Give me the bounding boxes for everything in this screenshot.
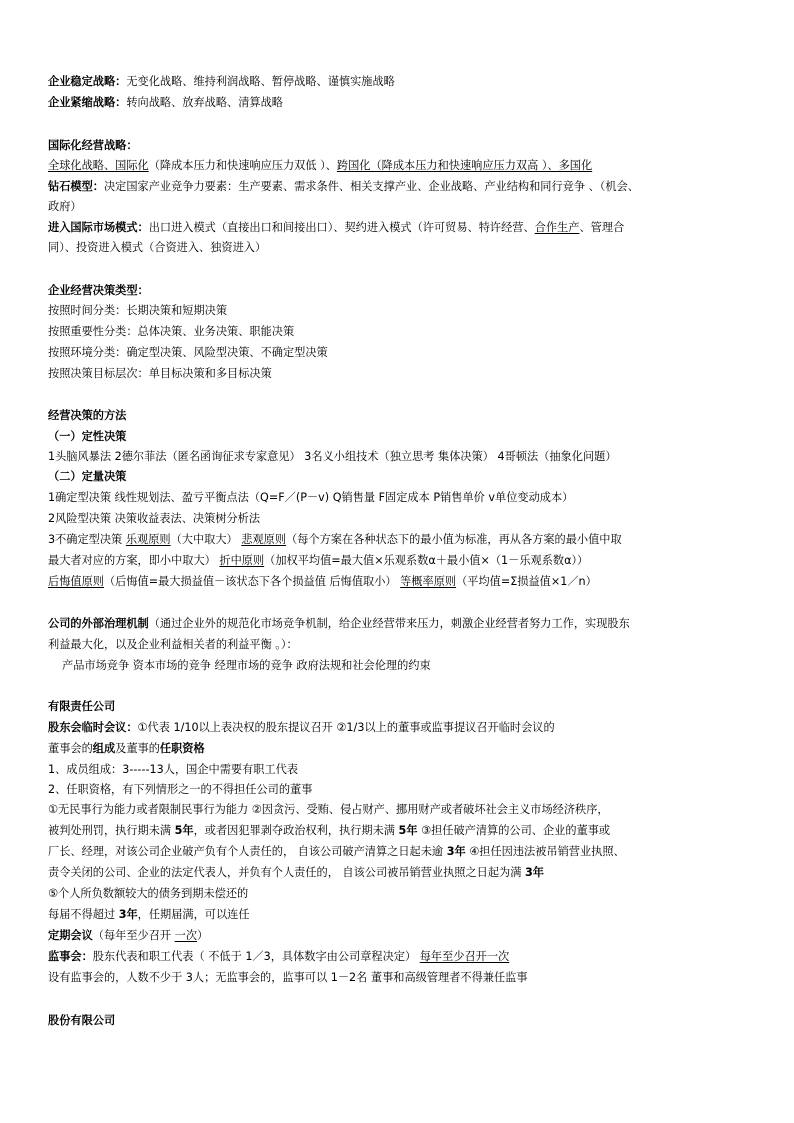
- dq2-years-a: 5年: [174, 824, 194, 837]
- dq3-text-a: 厂长、经理，对该公司企业破产负有个人责任的， 自该公司破产清算之日起未逾: [48, 845, 447, 858]
- dq3-text-b: ④担任因违法被吊销营业执照、: [465, 845, 625, 858]
- intl-strategy-heading: 国际化经营战略：: [48, 139, 138, 152]
- supervisory-board-line-2: 设有监事会的，人数不少于 3人；无监事会的，监事可以 1－2名 董事和高级管理者不得兼任监事: [48, 971, 528, 984]
- pessimistic-principle: 悲观原则: [241, 533, 287, 546]
- regret-note: （后悔值=最大损益值－该状态下各个损益值 后悔值取小）: [103, 575, 401, 588]
- board-text: 董事会的: [48, 742, 93, 755]
- regular-meeting-text: （每年至少召开: [92, 929, 175, 942]
- dq3-years: 3年: [446, 845, 466, 858]
- risk-decision-line: 2风险型决策 决策收益表法、决策树分析法: [48, 512, 261, 525]
- dq2-text-b: ，或者因犯罪剥夺政治权利，执行期未满: [193, 824, 399, 837]
- decision-types-heading: 企业经营决策类型：: [48, 284, 149, 297]
- intl-sep: 、: [325, 159, 337, 172]
- diamond-model-text: 决定国家产业竞争力要素：生产要素、需求条件、相关支撑产业、企业战略、产业结构和同行竞争 、（机会、: [103, 180, 639, 193]
- governance-text: （通过企业外的规范化市场竞争机制，给企业经营带来压力，刺激企业经营者努力工作，实现股东: [148, 617, 630, 630]
- optimistic-principle: 乐观原则: [125, 533, 171, 546]
- dq2-text-a: 被判处刑罚，执行期未满: [48, 824, 175, 837]
- supervisory-board-text: 股东代表和职工代表（ 不低于 1／3，具体数字由公司章程决定）: [92, 950, 420, 963]
- intl-global-note: （降成本压力和快速响应压力双低 ）: [148, 159, 326, 172]
- board-qualification-line: 2、任职资格，有下列情形之一的不得担任公司的董事: [48, 783, 313, 796]
- dq4-years: 3年: [525, 866, 544, 879]
- intl-transnational: 跨国化: [336, 159, 371, 172]
- regular-meeting-frequency: 一次: [174, 929, 198, 942]
- intl-global: 全球化战略、国际化: [48, 159, 149, 172]
- disqualification-2: [48, 821, 610, 841]
- regular-meeting-line: [48, 926, 208, 946]
- regret-line: [48, 572, 597, 592]
- decision-type-item: 按照环境分类：确定型决策、风险型决策、不确定型决策: [48, 346, 328, 359]
- equal-probability-principle: 等概率原则: [400, 575, 457, 588]
- pessimistic-note: （每个方案在各种状态下的最小值为标准，再从各方案的最小值中取: [286, 533, 622, 546]
- governance-label: 公司的外部治理机制: [48, 617, 149, 630]
- market-entry-line-2: 同）、投资进入模式（合资进入、独资进入）: [48, 241, 267, 254]
- quantitative-heading: （二）定量决策: [48, 470, 127, 483]
- decision-type-item: 按照决策目标层次：单目标决策和多目标决策: [48, 367, 272, 380]
- disqualification-1: ①无民事行为能力或者限制民事行为能力 ②因贪污、受贿、侵占财产、挪用财产或者破坏社会主义市场经济秩序，: [48, 803, 609, 816]
- contraction-strategy-line: [48, 93, 283, 113]
- equal-probability-note: （平均值=Σ损益值×1／n）: [456, 575, 597, 588]
- compromise-note: （加权平均值=最大值×乐观系数α＋最小值×（1－乐观系数α））: [264, 554, 589, 567]
- diamond-model-label: 钻石模型：: [48, 180, 104, 193]
- supervisory-board-label: 监事会：: [48, 950, 93, 963]
- market-entry-label: 进入国际市场模式：: [48, 221, 149, 234]
- governance-line-2: 利益最大化，以及企业利益相关者的利益平衡 。）：: [48, 638, 298, 651]
- uncertain-label: 3不确定型决策: [48, 533, 126, 546]
- governance-mechanisms: 产品市场竞争 资本市场的竞争 经理市场的竞争 政府法规和社会伦理的约束: [62, 659, 431, 672]
- diamond-model-line-2: 政府）: [48, 200, 82, 213]
- term-text-a: 每届不得超过: [48, 908, 119, 921]
- term-line: [48, 905, 250, 925]
- uncertain-decision-line: [48, 530, 622, 550]
- regret-principle: 后悔值原则: [48, 575, 104, 588]
- supervisory-board-frequency: 每年至少召开一次: [419, 950, 510, 963]
- board-qualification: 任职资格: [159, 742, 205, 755]
- dq4-text: 责令关闭的公司、企业的法定代表人，并负有个人责任的， 自该公司被吊销营业执照之日起为满: [48, 866, 525, 879]
- term-years: 3年: [118, 908, 138, 921]
- contraction-strategy-label: 企业紧缩战略：: [48, 96, 127, 109]
- board-heading: [48, 739, 205, 759]
- disqualification-5: ⑤个人所负数额较大的债务到期未偿还的: [48, 887, 249, 900]
- joint-stock-heading: 股份有限公司: [48, 1014, 116, 1027]
- stable-strategy-label: 企业稳定战略：: [48, 75, 127, 88]
- regular-meeting-label: 定期会议: [48, 929, 93, 942]
- stable-strategy-text: 无变化战略、维持利润战略、暂停战略、谨慎实施战略: [126, 75, 395, 88]
- market-entry-text: 出口进入模式（直接出口和间接出口）、契约进入模式（许可贸易、特许经营、: [148, 221, 535, 234]
- board-members-line: 1、成员组成：3-----13人，国企中需要有职工代表: [48, 763, 299, 776]
- board-composition: 组成: [92, 742, 116, 755]
- dq2-text-c: ③担任破产清算的公司、企业的董事或: [417, 824, 611, 837]
- governance-line: [48, 614, 630, 634]
- compromise-line: [48, 551, 588, 571]
- diamond-model-line: [48, 177, 639, 197]
- compromise-principle: 折中原则: [219, 554, 265, 567]
- certain-decision-line: 1确定型决策 线性规划法、盈亏平衡点法（Q=F／(P－v) Q销售量 F固定成本 P销售单价 v单位变动成本）: [48, 491, 574, 504]
- shareholder-meeting-label: 股东会临时会议：: [48, 721, 138, 734]
- methods-heading: 经营决策的方法: [48, 409, 127, 422]
- market-entry-coproduction: 合作生产: [534, 221, 580, 234]
- dq2-years-b: 5年: [398, 824, 418, 837]
- intl-transnational-note: （降成本压力和快速响应压力双高 ）、多国化: [370, 159, 593, 172]
- board-text-2: 及董事的: [115, 742, 160, 755]
- disqualification-3: [48, 842, 625, 862]
- regular-meeting-end: ）: [197, 929, 209, 942]
- shareholder-meeting-line: [48, 718, 555, 738]
- intl-strategy-line: [48, 156, 592, 176]
- term-text-b: ，任期届满，可以连任: [137, 908, 250, 921]
- market-entry-line: [48, 218, 624, 238]
- disqualification-4: [48, 863, 544, 883]
- contraction-strategy-text: 转向战略、放弃战略、清算战略: [126, 96, 283, 109]
- qualitative-text: 1头脑风暴法 2德尔菲法（匿名函询征求专家意见） 3名义小组技术（独立思考 集体决策） 4哥顿法（抽象化问题）: [48, 450, 617, 463]
- decision-type-item: 按照时间分类：长期决策和短期决策: [48, 304, 228, 317]
- supervisory-board-line: [48, 947, 509, 967]
- stable-strategy-line: [48, 72, 395, 92]
- pessimistic-note-cont: 最大者对应的方案，即小中取大）: [48, 554, 220, 567]
- qualitative-heading: （一）定性决策: [48, 430, 127, 443]
- llc-heading: 有限责任公司: [48, 700, 116, 713]
- shareholder-meeting-text: ①代表 1/10以上表决权的股东提议召开 ②1/3以上的董事或监事提议召开临时会议的: [137, 721, 555, 734]
- decision-type-item: 按照重要性分类：总体决策、业务决策、职能决策: [48, 325, 295, 338]
- optimistic-note: （大中取大）: [170, 533, 242, 546]
- market-entry-text-end: 、管理合: [579, 221, 625, 234]
